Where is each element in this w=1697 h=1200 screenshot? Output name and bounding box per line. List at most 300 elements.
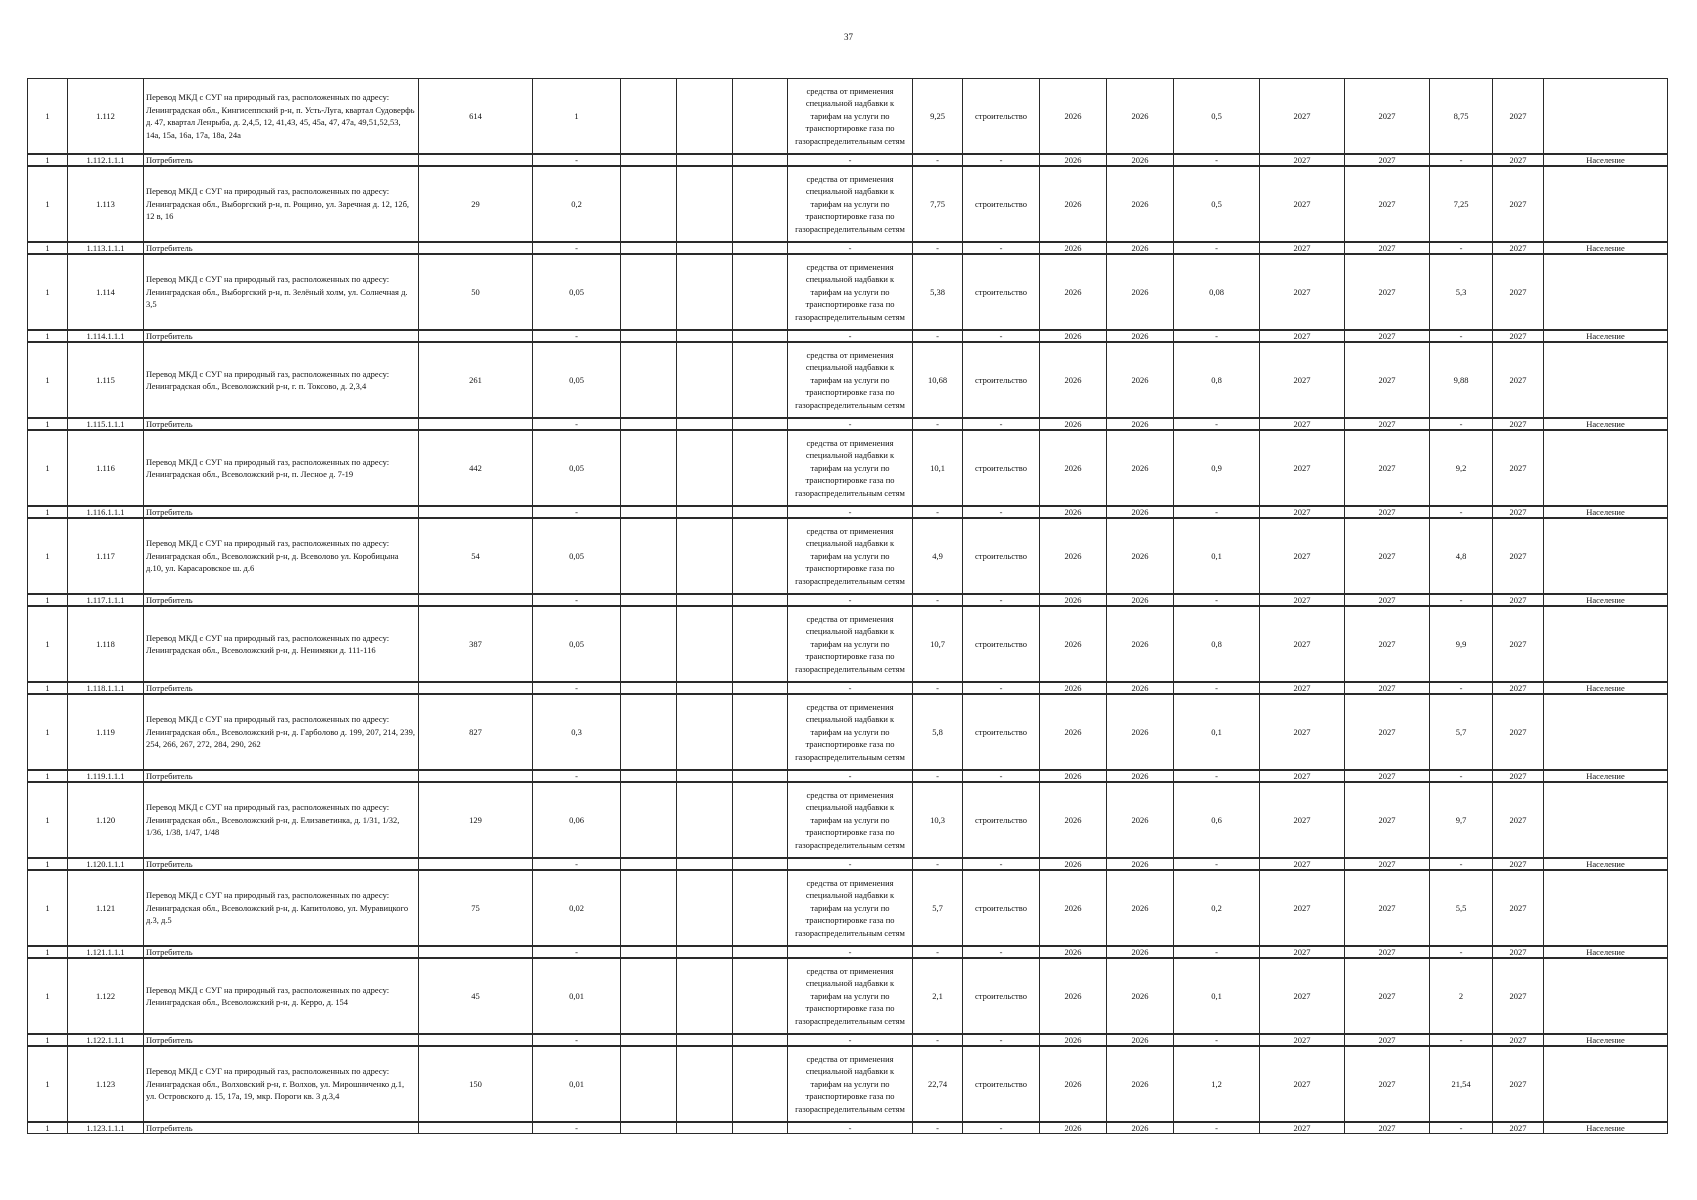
cell-name: Потребитель [144,1122,419,1134]
cell-code: 1.115 [68,342,144,418]
cell-code: 1.119 [68,694,144,770]
cell-c18: 2027 [1493,166,1544,242]
cell-c18: 2027 [1493,1122,1544,1134]
cell-n: 1 [28,430,68,506]
cell-name: Перевод МКД с СУГ на природный газ, расположенных по адресу: Ленинградская обл., Волховский р-н, г. Волхов, ул. Мирошниченко д.1, ул. Островского д. 15, 17а, 19, мкр. Пороги кв. 3 д.3,4 [144,1046,419,1122]
cell-c17: - [1430,242,1493,254]
cell-n: 1 [28,418,68,430]
cell-c14: 0,8 [1174,606,1260,682]
cell-c15: 2027 [1260,330,1345,342]
cell-c4: 45 [419,958,533,1034]
cell-c14: 0,6 [1174,782,1260,858]
cell-c13: 2026 [1107,1122,1174,1134]
cell-c17: 9,7 [1430,782,1493,858]
cell-c10: - [913,1034,963,1046]
cell-c14: 0,08 [1174,254,1260,330]
cell-c5: - [533,418,621,430]
cell-c11: - [963,858,1040,870]
project-row [28,958,1668,1034]
cell-c18: 2027 [1493,958,1544,1034]
cell-c16: 2027 [1345,154,1430,166]
cell-c12: 2026 [1040,770,1107,782]
cell-c5: - [533,858,621,870]
cell-c4: 150 [419,1046,533,1122]
cell-c17: - [1430,1122,1493,1134]
cell-c13: 2026 [1107,858,1174,870]
cell-name: Перевод МКД с СУГ на природный газ, расположенных по адресу: Ленинградская обл., Всеволожский р-н, г. п. Токсово, д. 2,3,4 [144,342,419,418]
cell-c15: 2027 [1260,958,1345,1034]
cell-c13: 2026 [1107,154,1174,166]
cell-c15: 2027 [1260,342,1345,418]
cell-c13: 2026 [1107,946,1174,958]
cell-c13: 2026 [1107,242,1174,254]
cell-c13: 2026 [1107,1034,1174,1046]
consumer-row [28,594,1668,606]
cell-c18: 2027 [1493,1034,1544,1046]
cell-c11: строительство [963,79,1040,155]
cell-c8 [733,606,788,682]
cell-c7 [677,606,733,682]
cell-c18: 2027 [1493,418,1544,430]
cell-c19 [1544,166,1668,242]
cell-c7 [677,946,733,958]
cell-c16: 2027 [1345,606,1430,682]
cell-name: Потребитель [144,858,419,870]
cell-c19 [1544,958,1668,1034]
cell-c16: 2027 [1345,518,1430,594]
cell-c5: 0,05 [533,430,621,506]
cell-c16: 2027 [1345,870,1430,946]
cell-c18: 2027 [1493,330,1544,342]
cell-source: средства от применения специальной надбавки к тарифам на услуги по транспортировке газа по газораспределительным сетям [788,254,913,330]
cell-code: 1.114 [68,254,144,330]
page-number: 37 [844,32,853,42]
cell-c7 [677,682,733,694]
cell-c5: 0,01 [533,958,621,1034]
cell-c17: - [1430,682,1493,694]
cell-c10: - [913,770,963,782]
cell-c13: 2026 [1107,254,1174,330]
consumer-row [28,242,1668,254]
cell-c12: 2026 [1040,958,1107,1034]
project-row [28,694,1668,770]
cell-c17: 4,8 [1430,518,1493,594]
cell-code: 1.122.1.1.1 [68,1034,144,1046]
cell-c12: 2026 [1040,682,1107,694]
cell-c12: 2026 [1040,254,1107,330]
cell-c17: - [1430,506,1493,518]
cell-c19: Население [1544,1034,1668,1046]
cell-name: Потребитель [144,946,419,958]
cell-c10: 7,75 [913,166,963,242]
cell-c8 [733,958,788,1034]
cell-name: Потребитель [144,594,419,606]
cell-c6 [621,958,677,1034]
cell-c4: 50 [419,254,533,330]
cell-c5: 0,01 [533,1046,621,1122]
cell-n: 1 [28,782,68,858]
cell-c11: строительство [963,166,1040,242]
cell-c12: 2026 [1040,506,1107,518]
cell-code: 1.121 [68,870,144,946]
cell-c18: 2027 [1493,518,1544,594]
cell-c5: - [533,1122,621,1134]
cell-c19: Население [1544,946,1668,958]
cell-name: Перевод МКД с СУГ на природный газ, расположенных по адресу: Ленинградская обл., Всеволожский р-н, д. Всеволово ул. Коробицына д.10, ул. Карасаровское ш. д.6 [144,518,419,594]
cell-c12: 2026 [1040,242,1107,254]
cell-c15: 2027 [1260,418,1345,430]
cell-c17: 8,75 [1430,79,1493,155]
cell-c6 [621,79,677,155]
cell-name: Потребитель [144,1034,419,1046]
cell-c15: 2027 [1260,1046,1345,1122]
cell-c4 [419,858,533,870]
cell-c5: 0,2 [533,166,621,242]
cell-c13: 2026 [1107,594,1174,606]
cell-source: - [788,1122,913,1134]
cell-c12: 2026 [1040,694,1107,770]
cell-c8 [733,79,788,155]
cell-c8 [733,770,788,782]
cell-c18: 2027 [1493,430,1544,506]
cell-c5: - [533,770,621,782]
cell-c8 [733,946,788,958]
cell-c12: 2026 [1040,430,1107,506]
cell-c14: - [1174,418,1260,430]
cell-c17: - [1430,330,1493,342]
cell-code: 1.118.1.1.1 [68,682,144,694]
cell-c5: 1 [533,79,621,155]
cell-c11: строительство [963,1046,1040,1122]
cell-c17: 9,9 [1430,606,1493,682]
cell-c15: 2027 [1260,694,1345,770]
cell-c7 [677,782,733,858]
consumer-row [28,1122,1668,1134]
cell-c6 [621,330,677,342]
cell-name: Перевод МКД с СУГ на природный газ, расположенных по адресу: Ленинградская обл., Всеволожский р-н, д. Керро, д. 154 [144,958,419,1034]
cell-c12: 2026 [1040,342,1107,418]
cell-c11: - [963,946,1040,958]
cell-c10: - [913,1122,963,1134]
cell-c6 [621,682,677,694]
cell-c6 [621,870,677,946]
cell-c15: 2027 [1260,166,1345,242]
cell-c15: 2027 [1260,594,1345,606]
cell-c10: - [913,506,963,518]
cell-c10: 22,74 [913,1046,963,1122]
cell-c16: 2027 [1345,79,1430,155]
cell-c8 [733,506,788,518]
cell-c15: 2027 [1260,1122,1345,1134]
cell-code: 1.116 [68,430,144,506]
cell-c15: 2027 [1260,606,1345,682]
cell-c18: 2027 [1493,682,1544,694]
cell-c16: 2027 [1345,1034,1430,1046]
cell-c12: 2026 [1040,946,1107,958]
cell-name: Потребитель [144,154,419,166]
cell-c19: Население [1544,154,1668,166]
cell-c19 [1544,870,1668,946]
cell-c16: 2027 [1345,858,1430,870]
cell-code: 1.120 [68,782,144,858]
cell-c19 [1544,606,1668,682]
cell-n: 1 [28,79,68,155]
cell-c6 [621,342,677,418]
consumer-row [28,946,1668,958]
cell-source: средства от применения специальной надбавки к тарифам на услуги по транспортировке газа по газораспределительным сетям [788,166,913,242]
cell-code: 1.117 [68,518,144,594]
cell-name: Перевод МКД с СУГ на природный газ, расположенных по адресу: Ленинградская обл., Кингисеппский р-н, п. Усть-Луга, квартал Судоверфь д. 47, квартал Ленрыба, д. 2,4,5, 12, 41,43, 45, 45а, 47, 47а, 49,51,52,53, 14а, 15а, 16а, 17а, 18а, 24а [144,79,419,155]
cell-c4 [419,506,533,518]
cell-n: 1 [28,594,68,606]
cell-name: Потребитель [144,242,419,254]
cell-c17: - [1430,858,1493,870]
cell-c18: 2027 [1493,1046,1544,1122]
consumer-row [28,418,1668,430]
cell-c13: 2026 [1107,958,1174,1034]
cell-c15: 2027 [1260,254,1345,330]
cell-c13: 2026 [1107,682,1174,694]
cell-c8 [733,430,788,506]
cell-c13: 2026 [1107,694,1174,770]
project-row [28,79,1668,155]
cell-c10: 4,9 [913,518,963,594]
cell-c15: 2027 [1260,79,1345,155]
cell-c10: - [913,858,963,870]
cell-n: 1 [28,1122,68,1134]
cell-c18: 2027 [1493,606,1544,682]
project-row [28,782,1668,858]
cell-c11: - [963,594,1040,606]
cell-c7 [677,870,733,946]
cell-c11: строительство [963,518,1040,594]
cell-c17: 5,5 [1430,870,1493,946]
cell-c19: Население [1544,594,1668,606]
cell-c15: 2027 [1260,1034,1345,1046]
cell-c15: 2027 [1260,430,1345,506]
cell-c8 [733,330,788,342]
cell-c13: 2026 [1107,430,1174,506]
cell-c15: 2027 [1260,946,1345,958]
cell-c19: Население [1544,1122,1668,1134]
cell-c18: 2027 [1493,858,1544,870]
cell-source: средства от применения специальной надбавки к тарифам на услуги по транспортировке газа по газораспределительным сетям [788,430,913,506]
consumer-row [28,506,1668,518]
cell-c8 [733,1122,788,1134]
cell-c16: 2027 [1345,342,1430,418]
cell-c6 [621,506,677,518]
cell-n: 1 [28,154,68,166]
cell-c10: - [913,242,963,254]
cell-c17: - [1430,946,1493,958]
project-row [28,870,1668,946]
cell-n: 1 [28,330,68,342]
cell-c17: 7,25 [1430,166,1493,242]
cell-code: 1.122 [68,958,144,1034]
cell-c6 [621,1034,677,1046]
cell-c5: 0,3 [533,694,621,770]
cell-c19 [1544,1046,1668,1122]
cell-n: 1 [28,770,68,782]
cell-n: 1 [28,870,68,946]
cell-n: 1 [28,506,68,518]
cell-c14: - [1174,946,1260,958]
cell-code: 1.113 [68,166,144,242]
cell-c11: - [963,418,1040,430]
cell-c18: 2027 [1493,770,1544,782]
cell-c12: 2026 [1040,606,1107,682]
cell-c18: 2027 [1493,946,1544,958]
cell-c15: 2027 [1260,858,1345,870]
cell-c17: 21,54 [1430,1046,1493,1122]
cell-c8 [733,782,788,858]
cell-c12: 2026 [1040,418,1107,430]
cell-name: Потребитель [144,682,419,694]
cell-c8 [733,858,788,870]
cell-c14: - [1174,154,1260,166]
project-row [28,518,1668,594]
cell-c8 [733,870,788,946]
cell-c11: строительство [963,430,1040,506]
cell-c8 [733,342,788,418]
cell-c19 [1544,342,1668,418]
cell-c7 [677,1034,733,1046]
cell-name: Перевод МКД с СУГ на природный газ, расположенных по адресу: Ленинградская обл., Выборгский р-н, п. Зелёный холм, ул. Солнечная д. 3,5 [144,254,419,330]
cell-c7 [677,166,733,242]
cell-c16: 2027 [1345,1046,1430,1122]
cell-c12: 2026 [1040,518,1107,594]
cell-c14: - [1174,858,1260,870]
cell-c19 [1544,782,1668,858]
cell-c7 [677,1046,733,1122]
cell-code: 1.123 [68,1046,144,1122]
cell-c5: - [533,946,621,958]
cell-c11: строительство [963,870,1040,946]
cell-n: 1 [28,1046,68,1122]
cell-c5: 0,06 [533,782,621,858]
cell-c14: - [1174,242,1260,254]
cell-n: 1 [28,1034,68,1046]
cell-n: 1 [28,166,68,242]
cell-c7 [677,1122,733,1134]
cell-c5: - [533,594,621,606]
cell-c6 [621,606,677,682]
cell-c13: 2026 [1107,342,1174,418]
cell-source: - [788,858,913,870]
cell-n: 1 [28,242,68,254]
cell-c16: 2027 [1345,166,1430,242]
cell-c13: 2026 [1107,506,1174,518]
cell-c10: - [913,154,963,166]
cell-c10: 10,3 [913,782,963,858]
cell-c12: 2026 [1040,1122,1107,1134]
cell-c5: - [533,330,621,342]
cell-n: 1 [28,342,68,418]
cell-c15: 2027 [1260,782,1345,858]
cell-source: средства от применения специальной надбавки к тарифам на услуги по транспортировке газа по газораспределительным сетям [788,694,913,770]
cell-c8 [733,682,788,694]
cell-c4 [419,946,533,958]
cell-c16: 2027 [1345,418,1430,430]
cell-c14: - [1174,1122,1260,1134]
cell-c7 [677,342,733,418]
cell-c18: 2027 [1493,79,1544,155]
cell-c19: Население [1544,858,1668,870]
cell-c11: - [963,330,1040,342]
cell-c12: 2026 [1040,166,1107,242]
cell-c19: Население [1544,330,1668,342]
cell-c14: - [1174,770,1260,782]
cell-c11: - [963,1122,1040,1134]
cell-c7 [677,518,733,594]
cell-c16: 2027 [1345,594,1430,606]
cell-c12: 2026 [1040,1046,1107,1122]
cell-n: 1 [28,694,68,770]
cell-c17: 2 [1430,958,1493,1034]
cell-c17: - [1430,154,1493,166]
cell-c18: 2027 [1493,342,1544,418]
cell-c7 [677,330,733,342]
cell-n: 1 [28,518,68,594]
cell-source: - [788,242,913,254]
cell-c12: 2026 [1040,782,1107,858]
cell-c10: 5,38 [913,254,963,330]
cell-c4 [419,242,533,254]
cell-c11: - [963,506,1040,518]
cell-c14: 0,1 [1174,518,1260,594]
table-body [28,79,1668,1134]
cell-c10: 2,1 [913,958,963,1034]
cell-c12: 2026 [1040,330,1107,342]
cell-c8 [733,242,788,254]
cell-c4: 614 [419,79,533,155]
cell-c5: - [533,154,621,166]
cell-c16: 2027 [1345,694,1430,770]
cell-name: Перевод МКД с СУГ на природный газ, расположенных по адресу: Ленинградская обл., Всеволожский р-н, п. Лесное д. 7-19 [144,430,419,506]
cell-c6 [621,430,677,506]
cell-c16: 2027 [1345,782,1430,858]
project-row [28,166,1668,242]
cell-c13: 2026 [1107,782,1174,858]
cell-c8 [733,166,788,242]
cell-c6 [621,782,677,858]
cell-c6 [621,770,677,782]
cell-c7 [677,594,733,606]
cell-c14: 0,5 [1174,166,1260,242]
cell-c16: 2027 [1345,254,1430,330]
cell-c17: - [1430,1034,1493,1046]
cell-c13: 2026 [1107,606,1174,682]
cell-c19: Население [1544,506,1668,518]
cell-c14: 0,2 [1174,870,1260,946]
cell-source: - [788,770,913,782]
cell-c14: 0,1 [1174,694,1260,770]
cell-c10: - [913,418,963,430]
consumer-row [28,682,1668,694]
cell-c10: - [913,330,963,342]
cell-c6 [621,858,677,870]
cell-c5: - [533,242,621,254]
cell-c13: 2026 [1107,330,1174,342]
cell-c7 [677,958,733,1034]
cell-c13: 2026 [1107,79,1174,155]
cell-c6 [621,694,677,770]
cell-c7 [677,770,733,782]
cell-c14: 0,5 [1174,79,1260,155]
cell-c11: - [963,154,1040,166]
cell-code: 1.112.1.1.1 [68,154,144,166]
cell-c11: - [963,1034,1040,1046]
